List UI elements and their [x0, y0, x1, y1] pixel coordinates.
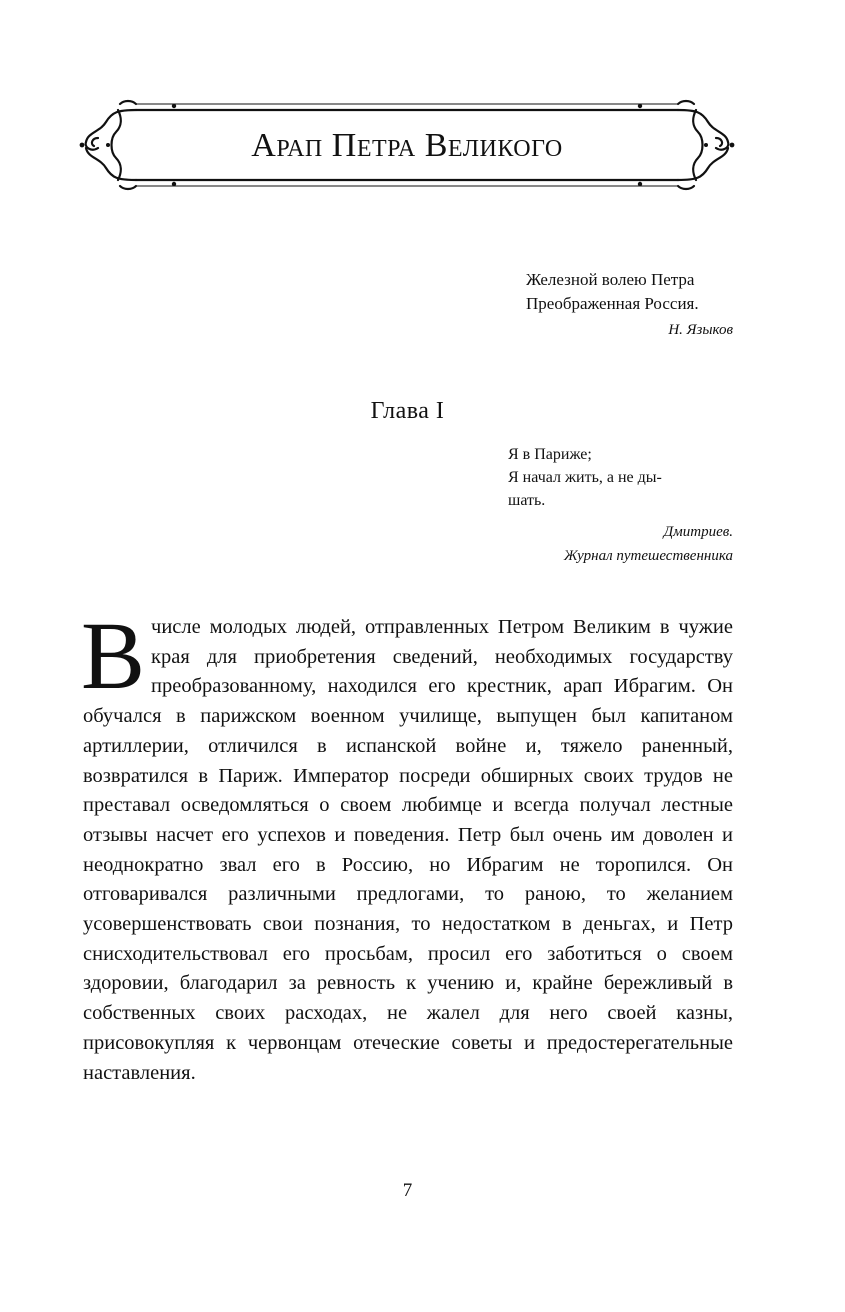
epigraph-2-author: Дмитриев. — [663, 524, 733, 540]
epigraph-2-attribution — [500, 520, 733, 568]
story-title: Арап Петра Великого — [251, 127, 563, 164]
epigraph-2-line: Я начал жить, а не ды- — [508, 469, 662, 486]
epigraph-2-line: Я в Париже; — [508, 446, 592, 463]
epigraph-2-source: Журнал путешественника — [563, 548, 733, 564]
epigraph-1-author: Н. Языков — [668, 322, 733, 338]
epigraph-2-line: шать. — [508, 492, 546, 509]
epigraph-1 — [526, 268, 746, 316]
drop-cap: В — [81, 602, 146, 709]
body-text: числе молодых людей, отправленных Петром Великим в чужие края для приобретения сведений, необходимых государству преобразованному, находился его крестник, арап Ибрагим. Он обучался в парижском военном училище, выпущен был капитаном артиллерии, отличился в испанской войне и, тяжело раненный, возвратился в Париж. Император посреди обширных своих трудов не преставал осведомляться о своем любимце и всегда получал лестные отзывы насчет его успехов и поведения. Петр был очень им доволен и неоднократно звал его в Россию, но Ибрагим не торопился. Он отговаривался различными предлогами, то раною, то желанием усовершенствовать свои познания, то недостатком в деньгах, и Петр снисходительствовал его просьбам, просил его заботиться о своем здоровии, благодарил за ревность к учению и, крайне бережливый в собственных своих расходах, не жалел для него своей казны, присовокупляя к червонцам отеческие советы и предостерегательные наставления. — [83, 616, 733, 1084]
epigraph-1-line: Преображенная Россия. — [526, 294, 699, 313]
title-cartouche — [78, 98, 736, 192]
body-paragraph — [81, 602, 733, 1088]
page-number: 7 — [402, 1180, 413, 1201]
chapter-heading: Глава I — [370, 398, 445, 424]
epigraph-1-line: Железной волею Петра — [526, 270, 695, 289]
epigraph-2 — [508, 443, 738, 512]
